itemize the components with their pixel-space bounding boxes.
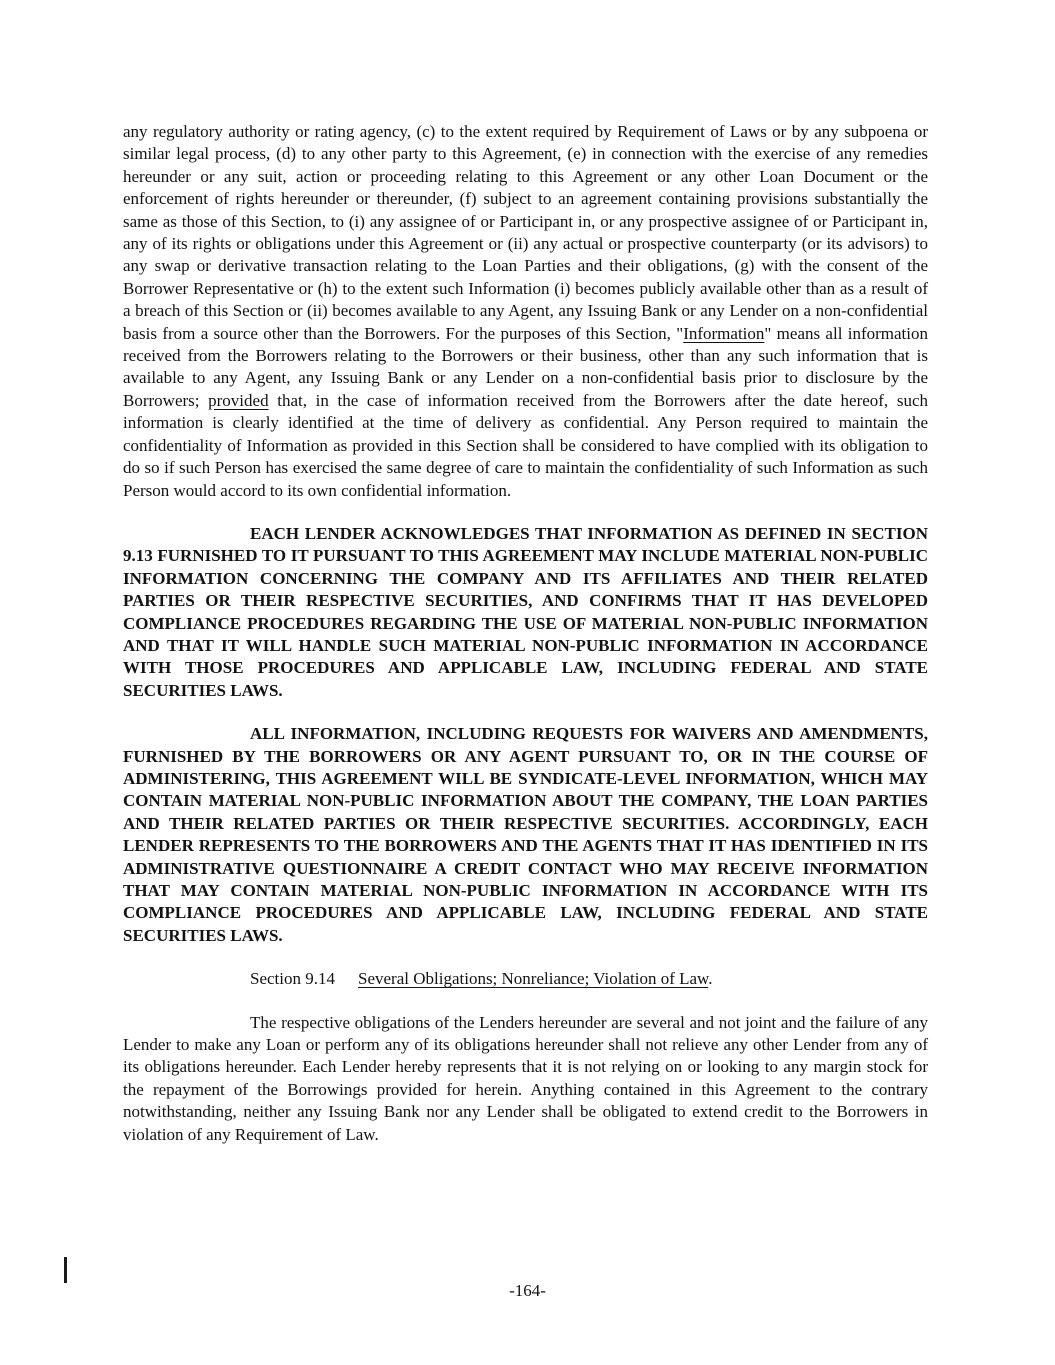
paragraph-lender-acknowledgement: EACH LENDER ACKNOWLEDGES THAT INFORMATION AS DEFINED IN SECTION 9.13 FURNISHED TO IT PURSUANT TO THIS AGREEMENT MAY INCLUDE MATERIAL NON-PUBLIC INFORMATION CONCERNING THE COMPANY AND ITS AFFILIATES AND THEIR RELATED PARTIES OR THEIR RESPECTIVE SECURITIES, AND CONFIRMS THAT IT HAS DEVELOPED COMPLIANCE PROCEDURES REGARDING THE USE OF MATERIAL NON-PUBLIC INFORMATION AND THAT IT WILL HANDLE SUCH MATERIAL NON-PUBLIC INFORMATION IN ACCORDANCE WITH THOSE PROCEDURES AND APPLICABLE LAW, INCLUDING FEDERAL AND STATE SECURITIES LAWS.	[123, 523, 928, 700]
page-footer	[0, 1280, 1055, 1302]
section-title-period: .	[708, 969, 713, 989]
paragraph-confidentiality-continuation: any regulatory authority or rating agency, (c) to the extent required by Requirement of Laws or by any subpoena or similar legal process, (d) to any other party to this Agreement, (e) in connection with the exercise of any remedies hereunder or any suit, action or proceeding relating to this Agreement or any other Loan Document or the enforcement of rights hereunder or thereunder, (f) subject to an agreement containing provisions substantially the same as those of this Section, to (i) any assignee of or Participant in, or any prospective assignee of or Participant in, any of its rights or obligations under this Agreement or (ii) any actual or prospective counterparty (or its advisors) to any swap or derivative transaction relating to the Loan Parties and their obligations, (g) with the consent of the Borrower Representative or (h) to the extent such Information (i) becomes publicly available other than as a result of a breach of this Section or (ii) becomes available to any Agent, any Issuing Bank or any Lender on a non-confidential basis from a source other than the Borrowers. For the purposes of this Section, "Information" means all information received from the Borrowers relating to the Borrowers or their business, other than any such information that is available to any Agent, any Issuing Bank or any Lender on a non-confidential basis prior to disclosure by the Borrowers; provided that, in the case of information received from the Borrowers after the date hereof, such information is clearly identified at the time of delivery as confidential. Any Person required to maintain the confidentiality of Information as provided in this Section shall be considered to have complied with its obligation to do so if such Person has exercised the same degree of care to maintain the confidentiality of such Information as such Person would accord to its own confidential information.	[123, 122, 928, 500]
paragraph-syndicate-information: ALL INFORMATION, INCLUDING REQUESTS FOR WAIVERS AND AMENDMENTS, FURNISHED BY THE BORROWERS OR ANY AGENT PURSUANT TO, OR IN THE COURSE OF ADMINISTERING, THIS AGREEMENT WILL BE SYNDICATE-LEVEL INFORMATION, WHICH MAY CONTAIN MATERIAL NON-PUBLIC INFORMATION ABOUT THE COMPANY, THE LOAN PARTIES AND THEIR RELATED PARTIES OR THEIR RESPECTIVE SECURITIES. ACCORDINGLY, EACH LENDER REPRESENTS TO THE BORROWERS AND THE AGENTS THAT IT HAS IDENTIFIED IN ITS ADMINISTRATIVE QUESTIONNAIRE A CREDIT CONTACT WHO MAY RECEIVE INFORMATION THAT MAY CONTAIN MATERIAL NON-PUBLIC INFORMATION IN ACCORDANCE WITH ITS COMPLIANCE PROCEDURES AND APPLICABLE LAW, INCLUDING FEDERAL AND STATE SECURITIES LAWS.	[123, 724, 928, 945]
section-number: Section 9.14	[250, 969, 335, 989]
section-heading	[123, 968, 928, 990]
section-title: Several Obligations; Nonreliance; Violation of Law	[358, 969, 709, 989]
paragraph-several-obligations: The respective obligations of the Lenders hereunder are several and not joint and the failure of any Lender to make any Loan or perform any of its obligations hereunder shall not relieve any other Lender from any of its obligations hereunder. Each Lender hereby represents that it is not relying on or looking to any margin stock for the repayment of the Borrowings provided for herein. Anything contained in this Agreement to the contrary notwithstanding, neither any Issuing Bank nor any Lender shall be obligated to extend credit to the Borrowers in violation of any Requirement of Law.	[123, 1012, 928, 1144]
document-body	[123, 121, 928, 1167]
page-number: -164-	[509, 1281, 546, 1300]
